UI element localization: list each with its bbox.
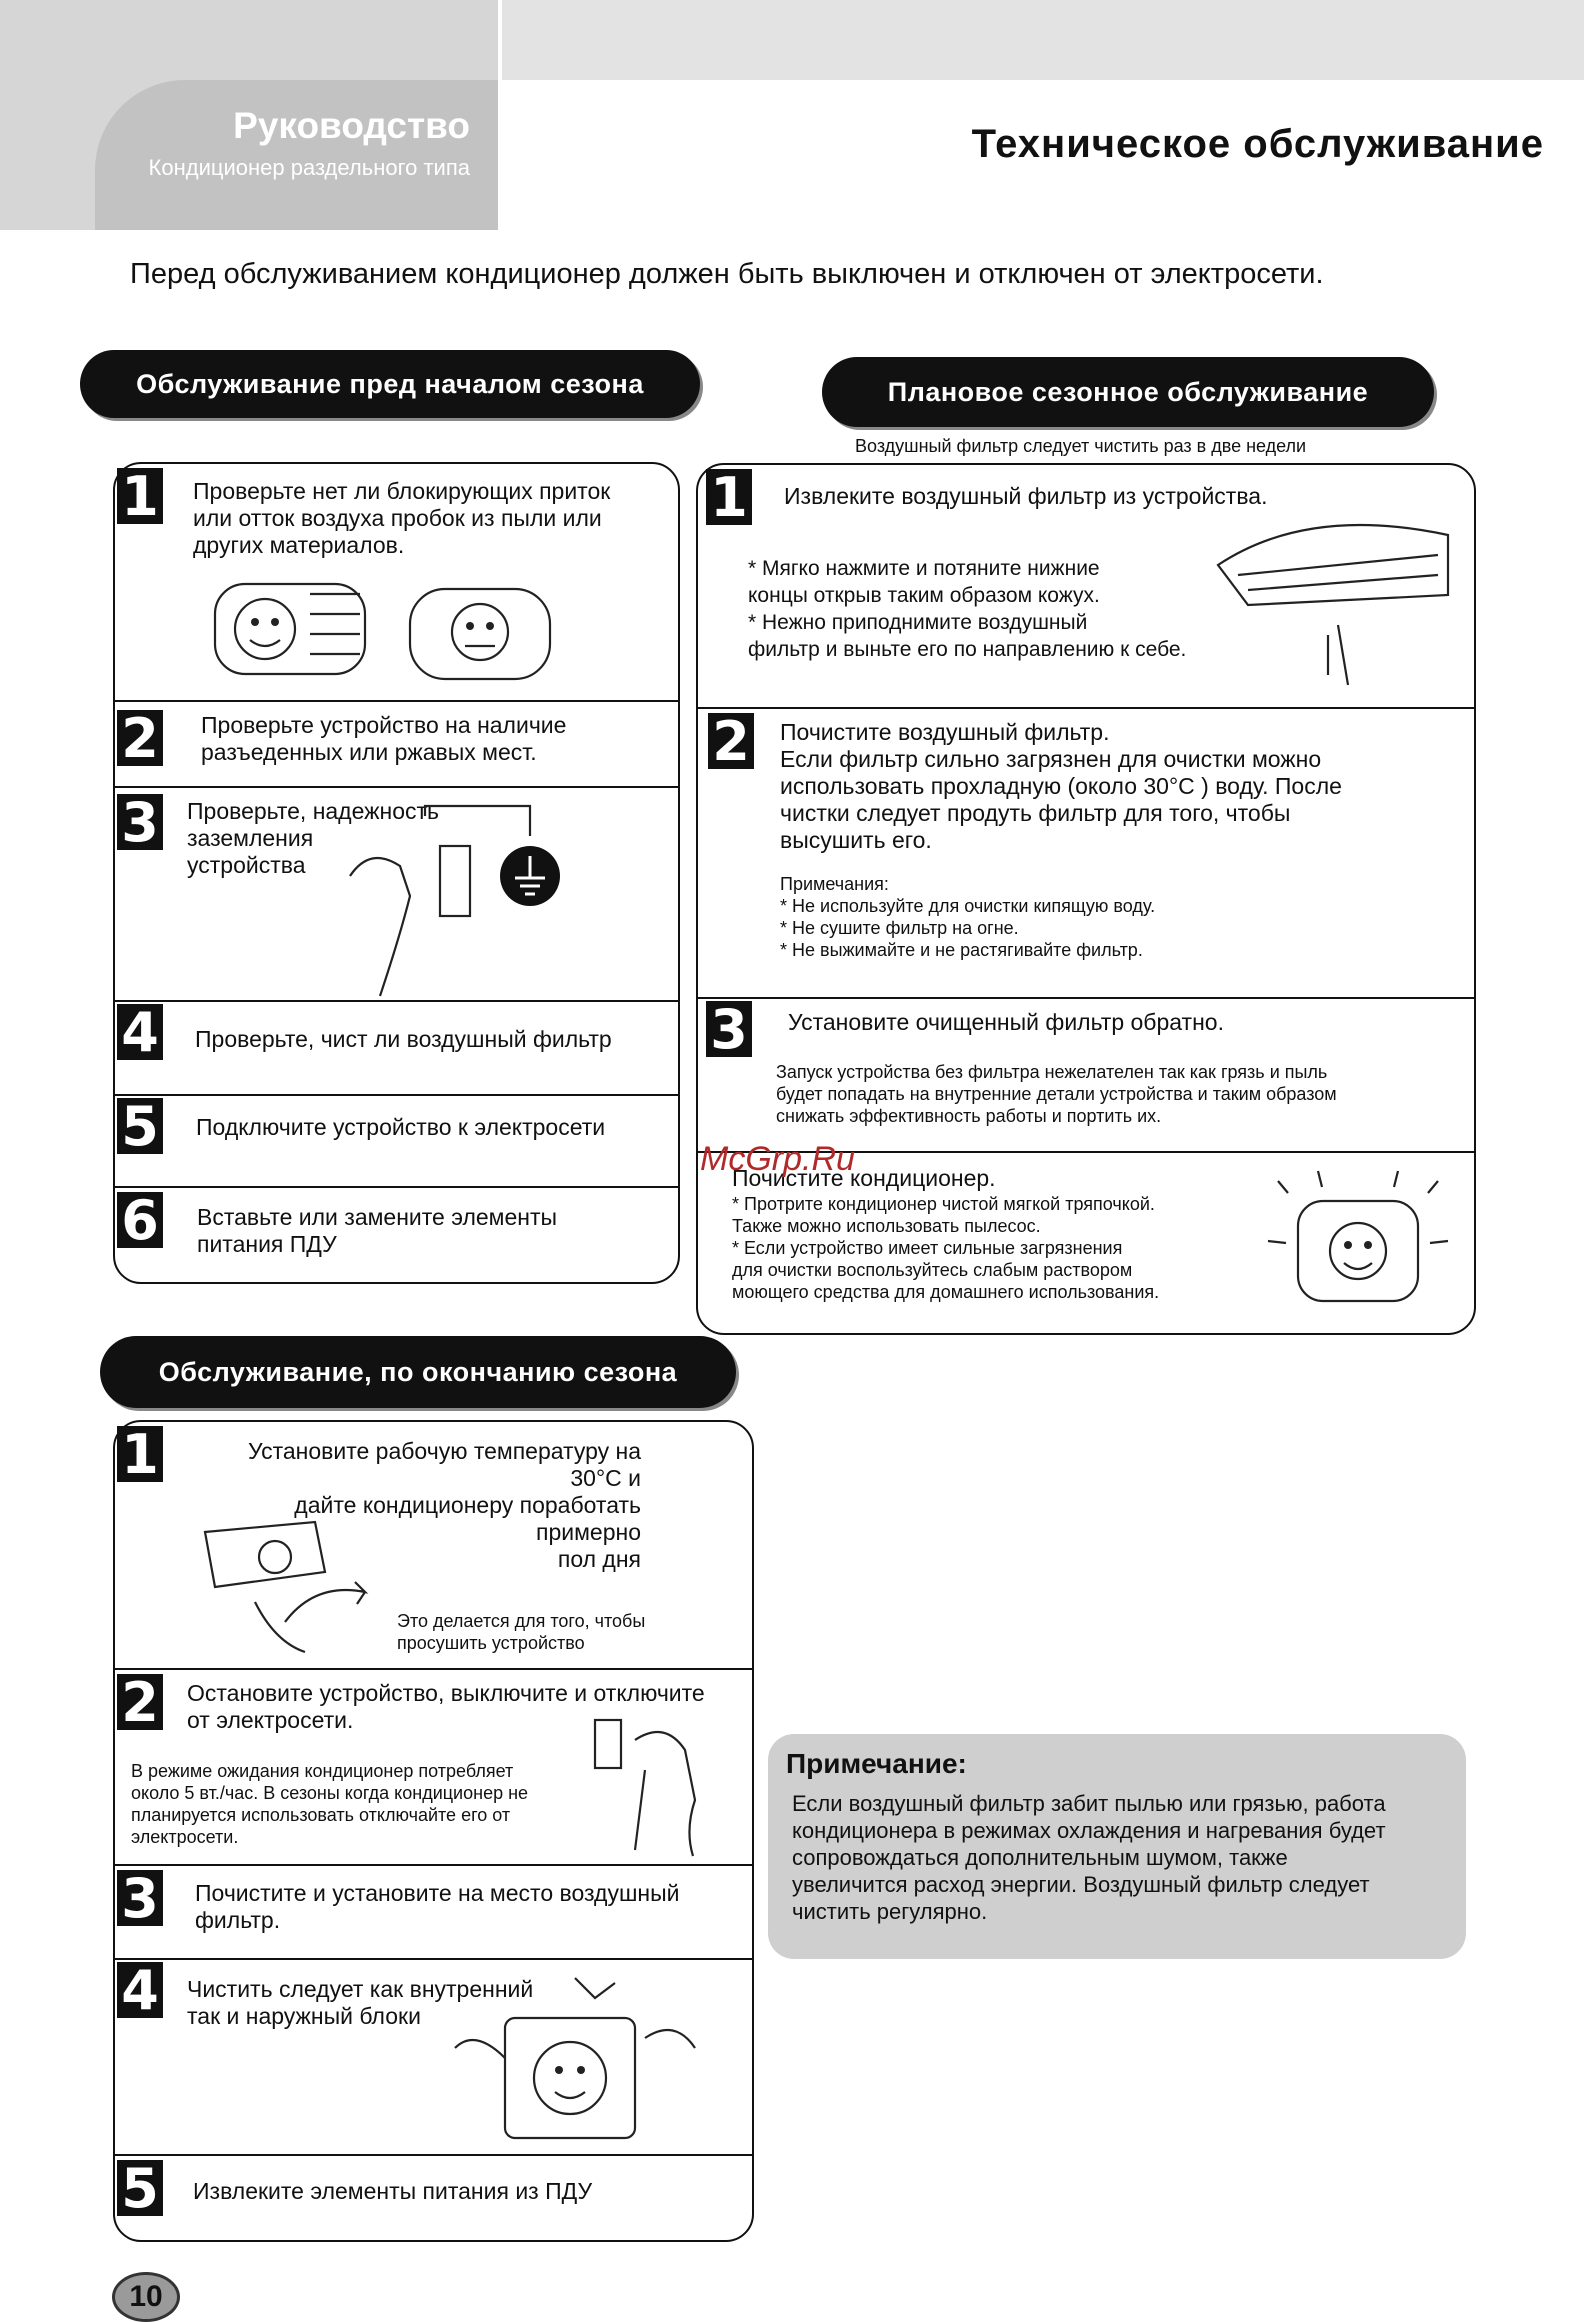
step-text: Почистите воздушный фильтр. Если фильтр сильно загрязнен для очистки можно использовать прохладную (около 30°С ) воду. После чистки следует продуть фильтр для того, чтобы высушить его. [780,719,1342,853]
preseason-step-5 [115,1094,678,1188]
intro-text: Перед обслуживанием кондиционер должен быть выключен и отключен от электросети. [130,258,1324,290]
step-text: Почистите кондиционер. [732,1165,996,1191]
grounding-illustration [340,806,640,996]
endseason-step-5 [115,2154,752,2238]
seasonal-step-2 [698,707,1474,999]
step-number: 3 [117,1870,163,1926]
step-text: Остановите устройство, выключите и отключите от электросети. [187,1680,705,1733]
step-text: Проверьте, надежность заземления устройства [187,798,440,878]
step-detail: Это делается для того, чтобы просушить устройство [397,1611,646,1653]
step-number: 6 [117,1192,163,1248]
step-number: 3 [706,1001,752,1057]
unplug-illustration [585,1710,725,1860]
step-text: Извлеките воздушный фильтр из устройства. [784,483,1268,509]
endseason-step-3 [115,1864,752,1960]
step-detail: * Протрите кондиционер чистой мягкой тряпочкой. Также можно использовать пылесос. * Если устройство имеет сильные загрязнения для очистки воспользуйтесь слабым раствором моющего средства для домашнего использования. [732,1194,1160,1302]
step-text: Чистить следует как внутренний так и наружный блоки [187,1976,534,2029]
step-detail: В режиме ожидания кондиционер потребляет около 5 вт./час. В сезоны когда кондиционер не планируется использовать отключайте его от электросети. [131,1761,529,1847]
page-number: 10 [112,2272,180,2322]
preseason-heading: Обслуживание пред началом сезона [80,350,700,418]
step-number: 5 [117,1098,163,1154]
step-detail: Примечания: * Не используйте для очистки кипящую воду. * Не сушите фильтр на огне. * Не выжимайте и не растягивайте фильтр. [780,874,1156,960]
note-text: Если воздушный фильтр забит пылью или грязью, работа кондиционера в режимах охлаждения и нагревания будет сопровождаться дополнительным шумом, также увеличится расход энергии. Воздушный фильтр следует чистить регулярно. [792,1791,1386,1924]
endseason-box [113,1420,754,2242]
step-number: 5 [117,2160,163,2216]
step-number: 3 [117,794,163,850]
manual-title: Руководство [233,105,470,146]
step-number: 2 [708,713,754,769]
step-text: Проверьте устройство на наличие разъеденных или ржавых мест. [201,712,567,765]
preseason-step-1 [115,464,678,702]
step-number: 1 [117,468,163,524]
seasonal-step-1 [698,465,1474,709]
step-number: 1 [706,469,752,525]
step-number: 2 [117,710,163,766]
page-title: Техническое обслуживание [971,122,1544,166]
endseason-step-1 [115,1422,752,1670]
step-text: Проверьте нет ли блокирующих приток или отток воздуха пробок из пыли или других материалов. [193,478,611,558]
watermark: McGrp.Ru [700,1140,855,1178]
airflow-blocked-illustration [210,574,570,689]
step-number: 4 [117,1004,163,1060]
manual-subtitle: Кондиционер раздельного типа [148,155,470,180]
preseason-step-6 [115,1186,678,1280]
step-text: Извлеките элементы питания из ПДУ [193,2178,593,2204]
step-text: Подключите устройство к электросети [196,1114,606,1140]
endseason-step-2 [115,1668,752,1866]
seasonal-step-3 [698,997,1474,1153]
step-text: Проверьте, чист ли воздушный фильтр [195,1026,612,1052]
step-number: 4 [117,1962,163,2018]
preseason-step-2 [115,700,678,788]
step-text: Почистите и установите на место воздушный фильтр. [195,1880,680,1933]
seasonal-subheading: Воздушный фильтр следует чистить раз в две недели [855,436,1307,456]
step-text: Установите рабочую температуру на 30°С и дайте кондиционеру поработать примерно пол дня [248,1438,641,1572]
seasonal-heading: Плановое сезонное обслуживание [822,357,1434,427]
endseason-step-4 [115,1958,752,2156]
seasonal-box [696,463,1476,1335]
step-number: 1 [117,1426,163,1482]
note-title: Примечание: [786,1748,967,1779]
header-band-right [502,0,1584,80]
filter-removal-illustration [1208,505,1458,695]
warm-air-illustration [195,1512,395,1662]
step-detail: Запуск устройства без фильтра нежелателен так как грязь и пыль будет попадать на внутренние детали устройства и таким образом снижать эффективность работы и портить их. [776,1062,1337,1126]
step-text: Вставьте или замените элементы питания ПДУ [197,1204,558,1257]
clean-outdoor-unit-illustration [445,1978,705,2148]
preseason-step-4 [115,1000,678,1096]
step-text: Установите очищенный фильтр обратно. [788,1009,1224,1035]
preseason-step-3 [115,786,678,1002]
clean-unit-illustration [1258,1171,1458,1321]
step-number: 2 [117,1674,163,1730]
step-detail: * Мягко нажмите и потяните нижние концы открыв таким образом кожух. * Нежно приподнимите воздушный фильтр и выньте его по направлению к себе. [748,557,1187,661]
preseason-box [113,462,680,1284]
endseason-heading: Обслуживание, по окончанию сезона [100,1336,736,1408]
